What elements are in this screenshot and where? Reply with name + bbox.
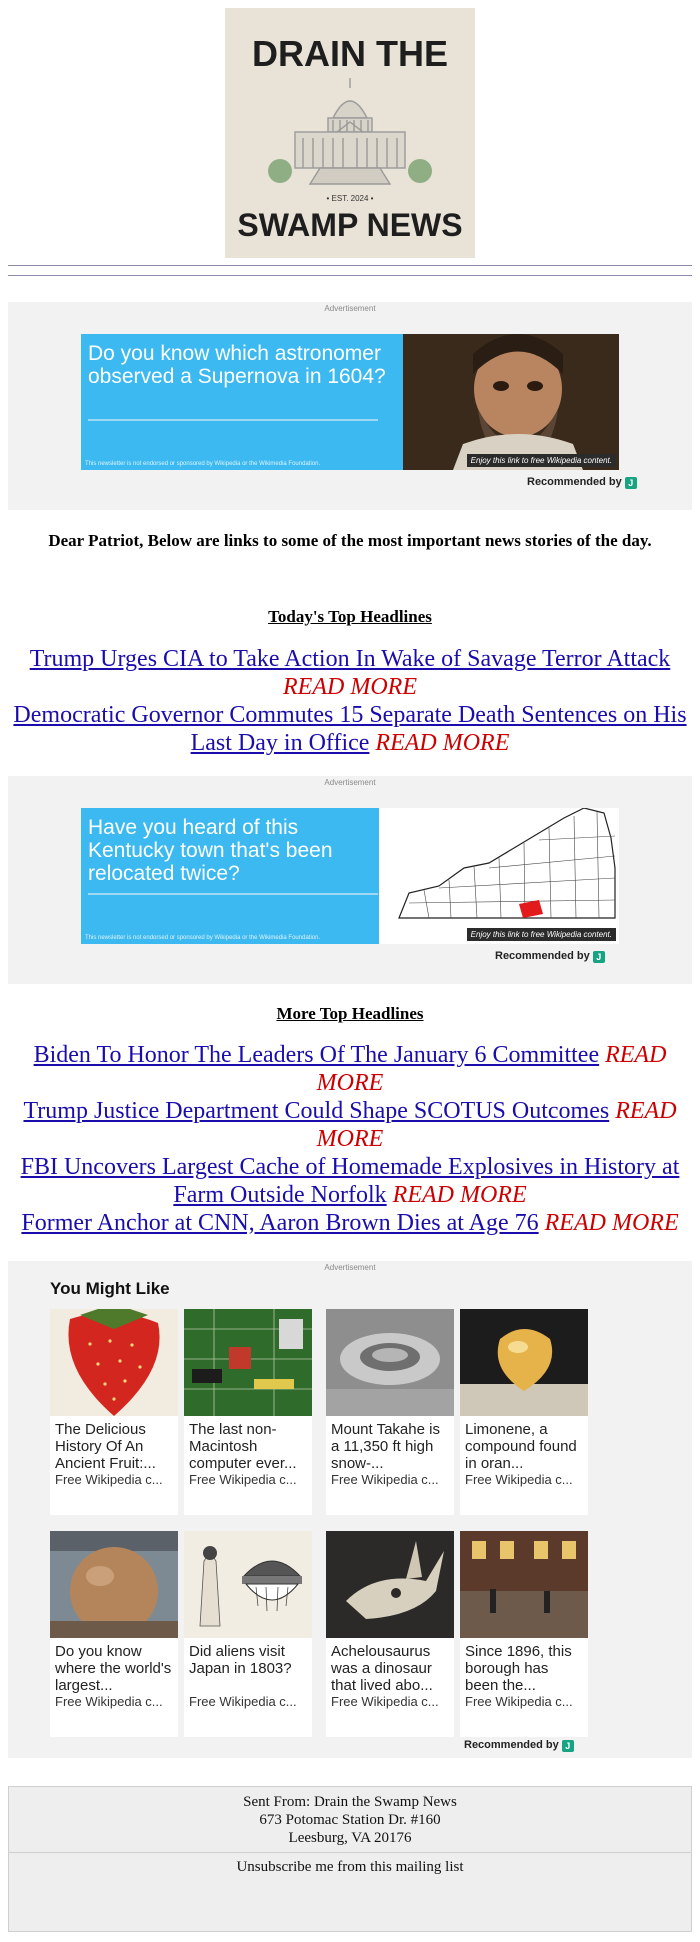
card-source: Free Wikipedia c...: [331, 1472, 439, 1487]
recommended-by[interactable]: [527, 476, 637, 489]
read-more-link[interactable]: READ MORE: [283, 674, 417, 700]
ad-question[interactable]: Do you know which astronomer observed a Supernova in 1604?: [88, 342, 386, 388]
advertisement-1: [8, 302, 692, 510]
you-might-like-title: You Might Like: [50, 1279, 170, 1298]
ad-disclaimer: This newsletter is not endorsed or sponsored by Wikipedia or the Wikimedia Foundation.: [85, 935, 321, 941]
capitol-logo-image: [225, 8, 475, 258]
ad-label: Advertisement: [324, 778, 376, 787]
mount-takahe-image: [326, 1309, 454, 1416]
recommended-by-label: Recommended by: [464, 1739, 559, 1751]
headline-item: [8, 645, 692, 701]
logo-established: • EST. 2024 •: [326, 194, 374, 203]
headline-item: [8, 1209, 692, 1237]
card-source: Free Wikipedia c...: [465, 1472, 573, 1487]
recommendation-card[interactable]: [50, 1531, 178, 1737]
card-source: Free Wikipedia c...: [189, 1472, 297, 1487]
strawberry-image: [50, 1309, 178, 1416]
advertisement-2: [8, 776, 692, 984]
recommendation-card[interactable]: [50, 1309, 178, 1515]
unsubscribe-link[interactable]: Unsubscribe me from this mailing list: [236, 1859, 464, 1875]
footer-address-block: [8, 1786, 692, 1853]
read-more-link[interactable]: READ MORE: [316, 1098, 677, 1152]
footer-street: 673 Potomac Station Dr. #160: [259, 1812, 441, 1828]
recommendation-card[interactable]: [326, 1531, 454, 1737]
ad-underline: [88, 893, 378, 895]
jeeng-badge-icon: J: [625, 477, 637, 489]
read-more-link[interactable]: READ MORE: [375, 730, 510, 756]
recommended-by[interactable]: [464, 1739, 574, 1752]
headline-link[interactable]: Former Anchor at CNN, Aaron Brown Dies at Age 76: [21, 1210, 539, 1236]
recommended-by-label: Recommended by: [527, 476, 622, 488]
read-more-link[interactable]: READ MORE: [392, 1182, 527, 1208]
ad-label: Advertisement: [324, 304, 376, 313]
card-title[interactable]: Mount Takahe is a 11,350 ft high snow-...: [331, 1421, 440, 1472]
section-title-more-headlines: More Top Headlines: [276, 1004, 424, 1023]
card-title[interactable]: Achelousaurus was a dinosaur that lived abo...: [331, 1643, 433, 1694]
giant-ball-image: [50, 1531, 178, 1638]
divider: [8, 275, 692, 276]
logo-line2: SWAMP NEWS: [237, 207, 463, 243]
ad-enjoy-caption: Enjoy this link to free Wikipedia content.: [467, 454, 616, 467]
circuit-board-image: [184, 1309, 312, 1416]
card-title[interactable]: Since 1896, this borough has been the...: [465, 1643, 572, 1694]
headline-item: [8, 701, 692, 757]
kentucky-map-image: [379, 808, 619, 944]
recommendation-card[interactable]: [460, 1531, 588, 1737]
headline-item: [8, 1153, 692, 1209]
ad-enjoy-caption: Enjoy this link to free Wikipedia content.: [467, 928, 616, 941]
recommendation-card[interactable]: [460, 1309, 588, 1515]
footer-sender: Sent From: Drain the Swamp News: [243, 1794, 457, 1810]
headline-item: [8, 1097, 692, 1153]
section-title-top-headlines: Today's Top Headlines: [268, 607, 432, 626]
recommendation-card[interactable]: [184, 1531, 312, 1737]
logo-line1: DRAIN THE: [252, 33, 448, 74]
headline-link[interactable]: Biden To Honor The Leaders Of The January 6 Committee: [33, 1042, 600, 1068]
card-source: Free Wikipedia c...: [55, 1694, 163, 1709]
borough-street-image: [460, 1531, 588, 1638]
headline-item: [8, 1041, 692, 1097]
ad-banner-kentucky[interactable]: [81, 808, 619, 944]
headline-link[interactable]: FBI Uncovers Largest Cache of Homemade Explosives in History at Farm Outside Norfolk: [20, 1154, 680, 1208]
card-source: Free Wikipedia c...: [189, 1694, 297, 1709]
dinosaur-skull-image: [326, 1531, 454, 1638]
card-title[interactable]: Did aliens visit Japan in 1803?: [189, 1643, 292, 1677]
ad-disclaimer: This newsletter is not endorsed or sponsored by Wikipedia or the Wikimedia Foundation.: [85, 461, 321, 467]
divider: [8, 265, 692, 266]
you-might-like-widget: [8, 1261, 692, 1758]
recommended-by-label: Recommended by: [495, 950, 590, 962]
jeeng-badge-icon: J: [562, 1740, 574, 1752]
card-title[interactable]: Do you know where the world's largest...: [55, 1643, 172, 1694]
newsletter-logo: [225, 8, 475, 258]
ad-underline: [88, 419, 378, 421]
ad-label: Advertisement: [324, 1263, 376, 1272]
headline-link[interactable]: Trump Justice Department Could Shape SCOTUS Outcomes: [23, 1098, 610, 1124]
read-more-link[interactable]: READ MORE: [316, 1042, 667, 1096]
intro-text: Dear Patriot, Below are links to some of the most important news stories of the day.: [48, 531, 652, 550]
card-source: Free Wikipedia c...: [55, 1472, 163, 1487]
headline-link[interactable]: Trump Urges CIA to Take Action In Wake of Savage Terror Attack: [29, 646, 671, 672]
limonene-image: [460, 1309, 588, 1416]
recommended-by[interactable]: [495, 950, 605, 963]
ad-banner-astronomer[interactable]: [81, 334, 619, 470]
utsuro-bune-drawing-image: [184, 1531, 312, 1638]
ad-question[interactable]: Have you heard of this Kentucky town that's been relocated twice?: [88, 816, 333, 885]
read-more-link[interactable]: READ MORE: [544, 1210, 679, 1236]
card-source: Free Wikipedia c...: [465, 1694, 573, 1709]
footer-unsubscribe-block: [8, 1852, 692, 1932]
astronomer-portrait-image: [403, 334, 619, 470]
card-title[interactable]: Limonene, a compound found in oran...: [465, 1421, 577, 1472]
card-title[interactable]: The last non-Macintosh computer ever...: [189, 1421, 297, 1472]
headline-link[interactable]: Democratic Governor Commutes 15 Separate Death Sentences on His Last Day in Office: [13, 702, 687, 756]
footer-city: Leesburg, VA 20176: [288, 1830, 412, 1846]
card-source: Free Wikipedia c...: [331, 1694, 439, 1709]
jeeng-badge-icon: J: [593, 951, 605, 963]
recommendation-card[interactable]: [184, 1309, 312, 1515]
recommendation-card[interactable]: [326, 1309, 454, 1515]
card-title[interactable]: The Delicious History Of An Ancient Fruit:...: [55, 1421, 156, 1472]
